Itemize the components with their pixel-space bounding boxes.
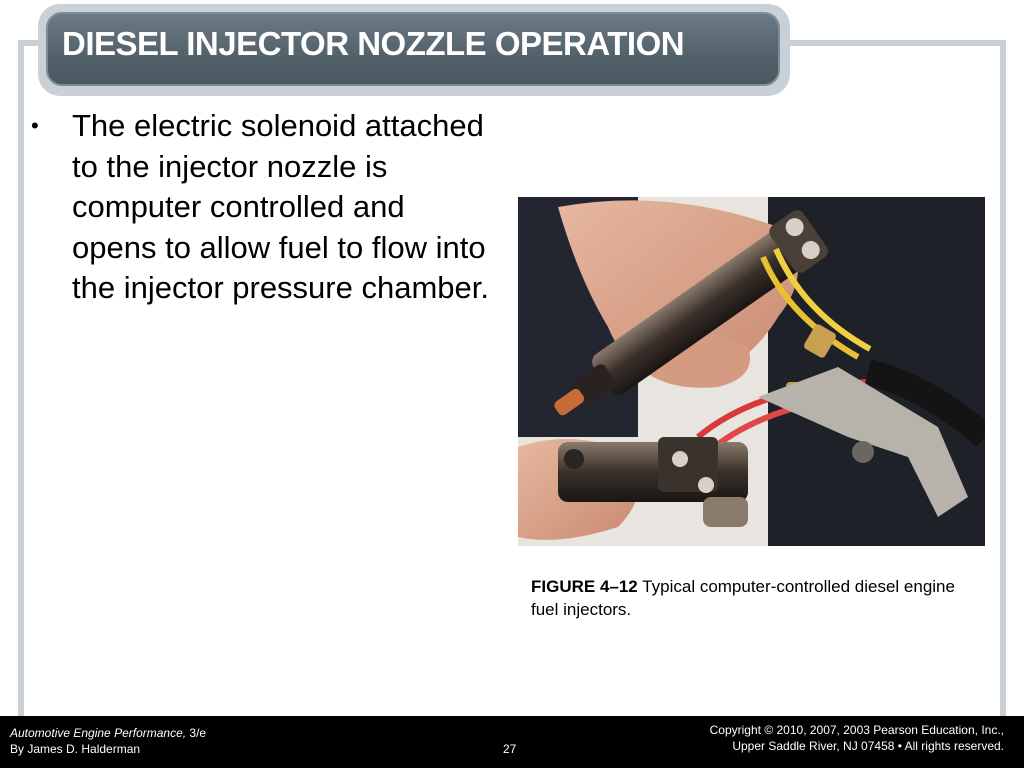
footer-book-line (10, 726, 206, 740)
page-number: 27 (503, 742, 517, 756)
footer-author: By James D. Halderman (10, 742, 141, 756)
footer-copyright-line-1: Copyright © 2010, 2007, 2003 Pearson Education, Inc., (709, 723, 1004, 737)
figure-caption-label: FIGURE 4–12 (531, 577, 638, 596)
bullet-text: The electric solenoid attached to the injector nozzle is computer controlled and opens to allow fuel to flow into the injector pressure chamber. (72, 108, 489, 305)
injector-photo (518, 197, 985, 546)
injector-photo-illustration (518, 197, 985, 546)
footer-edition: 3/e (186, 726, 207, 740)
slide-title: DIESEL INJECTOR NOZZLE OPERATION (62, 25, 685, 62)
figure-caption-text: Typical computer-controlled diesel engine fuel injectors. (531, 577, 955, 619)
footer-bar (0, 716, 1024, 768)
bullet-marker: • (31, 113, 39, 138)
footer-book-title: Automotive Engine Performance, (10, 726, 187, 740)
figure-caption (531, 575, 981, 621)
footer-copyright-line-2: Upper Saddle River, NJ 07458 • All rights reserved. (732, 739, 1004, 753)
